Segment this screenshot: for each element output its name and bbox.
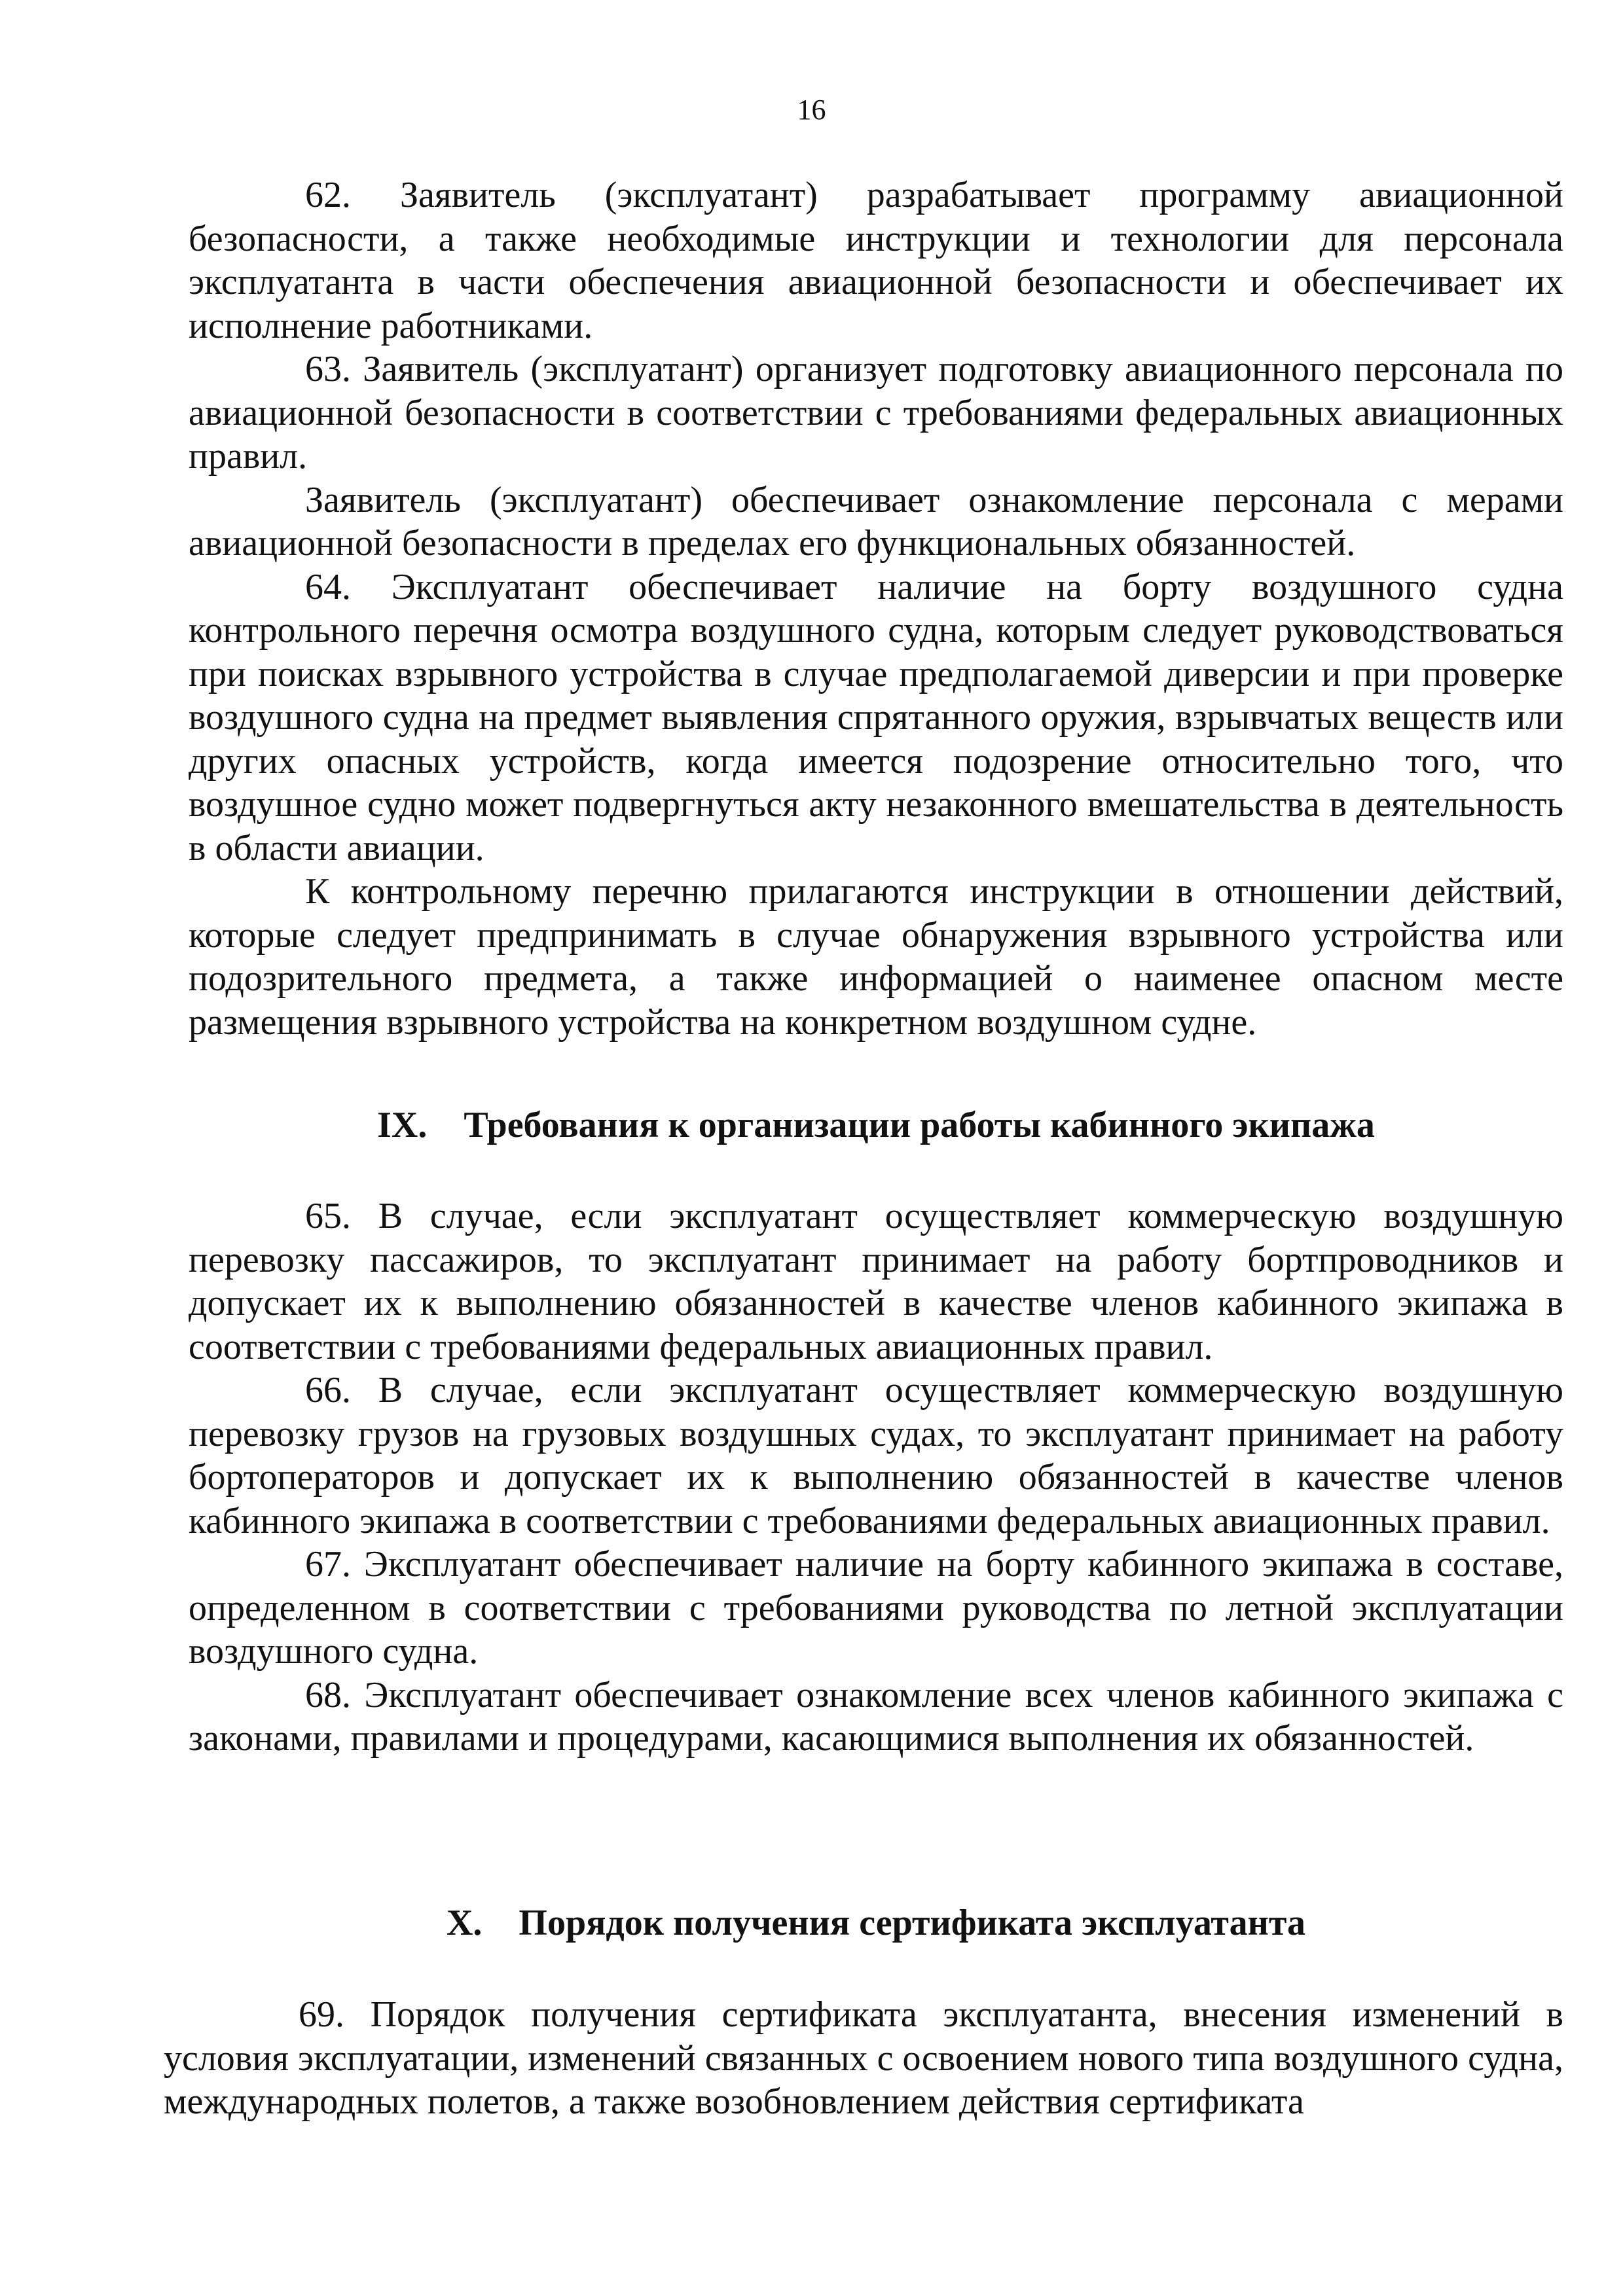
section-ix-body bbox=[189, 1194, 1563, 1761]
section-ix-heading bbox=[189, 1103, 1563, 1147]
paragraph-65: 65. В случае, если эксплуатант осуществляет коммерческую воздушную перевозку пассажиров, то эксплуатант принимает на работу бортпроводников и допускает их к выполнению обязанностей в качестве членов кабинного экипажа в соответствии с требованиями федеральных авиационных правил. bbox=[189, 1196, 1563, 1367]
paragraph-64: 64. Эксплуатант обеспечивает наличие на борту воздушного судна контрольного перечня осмотра воздушного судна, которым следует руководствоваться при поисках взрывного устройства в случае предполагаемой диверсии и при проверке воздушного судна на предмет выявления спрятанного оружия, взрывчатых веществ или других опасных устройств, когда имеется подозрение относительно того, что воздушное судно может подвергнуться акту незаконного вмешательства в деятельность в области авиации. bbox=[189, 566, 1563, 869]
paragraph-64-continuation: К контрольному перечню прилагаются инструкции в отношении действий, которые следует предпринимать в случае обнаружения взрывного устройства или подозрительного предмета, а также информацией о наименее опасном месте размещения взрывного устройства на конкретном воздушном судне. bbox=[189, 871, 1563, 1043]
section-viii-tail bbox=[189, 173, 1563, 1044]
section-x-heading bbox=[189, 1901, 1563, 1945]
paragraph-68: 68. Эксплуатант обеспечивает ознакомление всех членов кабинного экипажа с законами, правилами и процедурами, касающимися выполнения их обязанностей. bbox=[189, 1674, 1563, 1759]
section-x-number: X. bbox=[446, 1903, 483, 1943]
paragraph-69: 69. Порядок получения сертификата эксплуатанта, внесения изменений в условия эксплуатации, изменений связанных с освоением нового типа воздушного судна, международных полетов, а также возобновлением действия сертификата bbox=[164, 1994, 1563, 2122]
section-x-title: Порядок получения сертификата эксплуатанта bbox=[519, 1903, 1306, 1943]
paragraph-67: 67. Эксплуатант обеспечивает наличие на борту кабинного экипажа в составе, определенном в соответствии с требованиями руководства по летной эксплуатации воздушного судна. bbox=[189, 1544, 1563, 1672]
paragraph-66: 66. В случае, если эксплуатант осуществляет коммерческую воздушную перевозку грузов на грузовых воздушных судах, то эксплуатант принимает на работу бортоператоров и допускает их к выполнению обязанностей в качестве членов кабинного экипажа в соответствии с требованиями федеральных авиационных правил. bbox=[189, 1370, 1563, 1541]
page-number: 16 bbox=[797, 94, 826, 126]
section-ix-title: Требования к организации работы кабинного экипажа bbox=[464, 1105, 1375, 1145]
paragraph-63-continuation: Заявитель (эксплуатант) обеспечивает ознакомление персонала с мерами авиационной безопасности в пределах его функциональных обязанностей. bbox=[189, 479, 1563, 564]
paragraph-62: 62. Заявитель (эксплуатант) разрабатывает программу авиационной безопасности, а также необходимые инструкции и технологии для персонала эксплуатанта в части обеспечения авиационной безопасности и обеспечивает их исполнение работниками. bbox=[189, 175, 1563, 346]
section-ix-number: IX. bbox=[377, 1105, 428, 1145]
paragraph-63: 63. Заявитель (эксплуатант) организует подготовку авиационного персонала по авиационной безопасности в соответствии с требованиями федеральных авиационных правил. bbox=[189, 349, 1563, 476]
section-x-body bbox=[164, 1993, 1563, 2124]
